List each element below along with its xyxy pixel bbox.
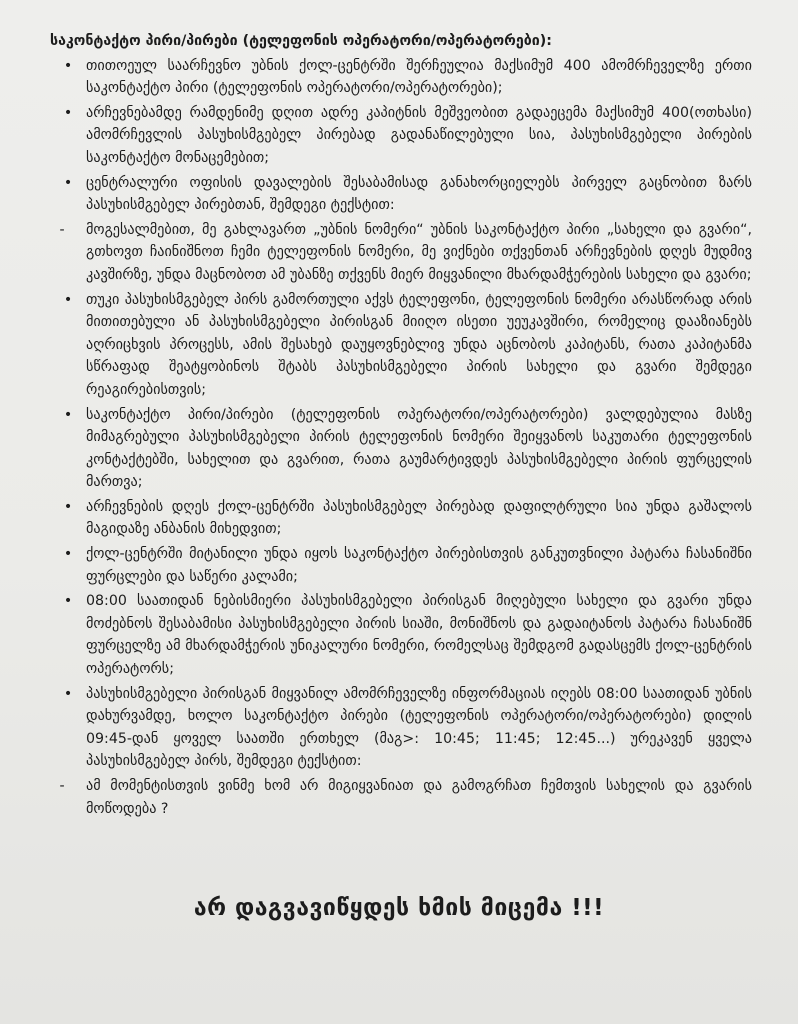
dash-marker: - — [59, 778, 65, 794]
instruction-list — [50, 55, 752, 821]
list-item — [50, 590, 752, 680]
list-item — [50, 683, 752, 773]
list-item — [50, 102, 752, 170]
list-item-text: ამ მომენტისთვის ვინმე ხომ არ მიგიყვანიათ და გამოგრჩათ ჩემთვის სახელის და გვარის მოწოდება ? — [86, 778, 752, 817]
bullet-marker: • — [63, 406, 73, 423]
list-item — [50, 55, 752, 100]
document-heading: საკონტაქტო პირი/პირები (ტელეფონის ოპერატორი/ოპერატორები): — [50, 33, 552, 49]
bullet-marker: • — [63, 291, 73, 308]
list-item-text: პასუხისმგებელი პირისგან მიყვანილ ამომრჩეველზე ინფორმაციას იღებს 08:00 საათიდან უბნის დახურვამდე, ხოლო საკონტაქტო პირები (ტელეფონის ოპერატორი/ოპერატორები) დილის 09:45-დან ყოველ საათში ერთხელ (მაგ>: 10:45; 11:45; 12:45...) ურეკავენ ყველა პასუხისმგებელ პირს, შემდეგი ტექსტით: — [86, 685, 752, 770]
bullet-marker: • — [63, 546, 73, 563]
list-item — [50, 543, 752, 588]
list-item — [50, 219, 752, 287]
list-item-text: ცენტრალური ოფისის დავალების შესაბამისად განახორციელებს პირველ გაცნობით ზარს პასუხისმგებელ პირებთან, შემდეგი ტექსტით: — [86, 174, 752, 214]
closing-slogan: არ დაგვავიწყდეს ხმის მიცემა !!! — [193, 895, 605, 921]
list-item-text: არჩევნების დღეს ქოლ-ცენტრში პასუხისმგებელ პირებად დაფილტრული სია უნდა გაშალოს მაგიდაზე ანბანის მიხედვით; — [86, 498, 752, 538]
list-item-text: მოგესალმებით, მე გახლავართ „უბნის ნომერი“ უბნის საკონტაქტო პირი „სახელი და გვარი“, გთხოვთ ჩაინიშნოთ ჩემი ტელეფონის ნომერი, მე ვიქნები თქვენთან არჩევნების დღეს მუდმივ კავშირზე, უნდა მაცნობოთ ამ უბანზე თქვენს მიერ მიყვანილი მხარდამჭერების სახელი და გვარი; — [86, 221, 752, 283]
list-item — [50, 289, 752, 402]
bullet-marker: • — [63, 498, 73, 515]
list-item — [50, 496, 752, 541]
list-item — [50, 172, 752, 217]
bullet-marker: • — [63, 593, 73, 610]
bullet-marker: • — [63, 104, 73, 121]
list-item-text: 08:00 საათიდან ნებისმიერი პასუხისმგებელი პირისგან მიღებული სახელი და გვარი უნდა მოძებნოს შესაბამისი პასუხისმგებელი პირის სიაში, მონიშნოს და გადაიტანოს პატარა ჩასანიშნ ფურცელზე ამ მხარდამჭერის უნიკალური ნომერი, რომელსაც შემდგომ გადასცემს ქოლ-ცენტრის ოპერატორს; — [86, 593, 752, 678]
list-item — [50, 404, 752, 494]
list-item-text: თუკი პასუხისმგებელ პირს გამორთული აქვს ტელეფონი, ტელეფონის ნომერი არასწორად არის მითითებული ან პასუხისმგებელი პირისგან მიიღო ისეთი უეუკავშირი, რომელიც დააზიანებს აღრიცხვის პროცესს, ამის შესახებ დაუყოვნებლივ უნდა აცნობოს კაპიტანს, რათა კაპიტანმა სწრაფად შეატყობინოს შტაბს პასუხისმგებელი პირის სახელი და გვარი შემდეგი რეაგირებისთვის; — [86, 291, 752, 398]
document-body — [50, 30, 752, 822]
list-item-text: საკონტაქტო პირი/პირები (ტელეფონის ოპერატორი/ოპერატორები) ვალდებულია მასზე მიმაგრებული პასუხისმგებელი პირის ტელეფონის ნომერი შეიყვანოს საკუთარი ტელეფონის კონტაქტებში, სახელით და გვარით, რათა გაუმარტივდეს პასუხისმგებელი პირის ფურცელის მართვა; — [86, 406, 752, 491]
bullet-marker: • — [63, 174, 73, 191]
list-item-text: ქოლ-ცენტრში მიტანილი უნდა იყოს საკონტაქტო პირებისთვის განკუთვნილი პატარა ჩასანიშნი ფურცლები და საწერი კალამი; — [86, 546, 752, 585]
list-item-text: არჩევნებამდე რამდენიმე დღით ადრე კაპიტნის მეშვეობით გადაეცემა მაქსიმუმ 400(ოთხასი) ამომრჩევლის პასუხისმგებელ პირებად გადანაწილებული სია, პასუხისმგებელი პირების საკონტაქტო მონაცემებით; — [86, 104, 752, 166]
bullet-marker: • — [63, 57, 73, 74]
dash-marker: - — [59, 221, 65, 238]
bullet-marker: • — [63, 685, 73, 702]
list-item — [50, 775, 752, 820]
list-item-text: თითოეულ საარჩევნო უბნის ქოლ-ცენტრში შერჩეულია მაქსიმუმ 400 ამომრჩეველზე ერთი საკონტაქტო პირი (ტელეფონის ოპერატორი/ოპერატორები); — [86, 57, 752, 97]
